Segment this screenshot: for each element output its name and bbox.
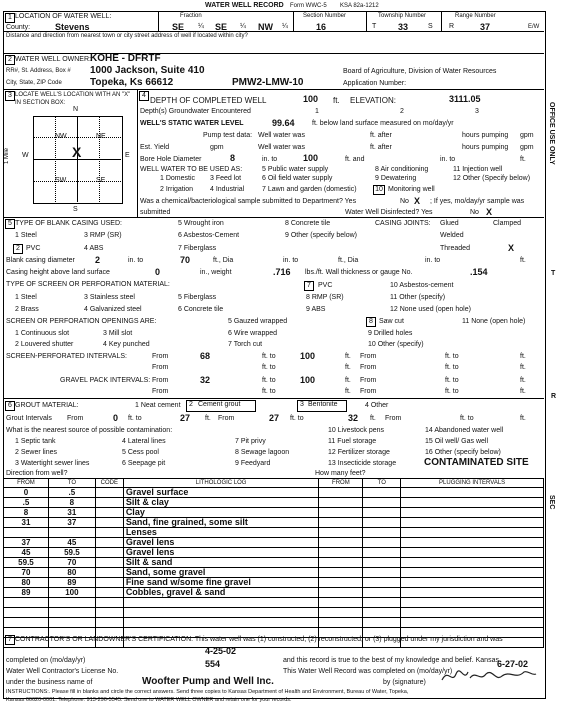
- ksa-number: KSA 82a-1212: [340, 3, 379, 9]
- record-date[interactable]: 6-27-02: [497, 659, 529, 669]
- static-level-value[interactable]: 99.64: [272, 118, 295, 128]
- ew-circle: E/W: [528, 24, 540, 30]
- fraction-2[interactable]: SE: [215, 22, 228, 32]
- plug-to-cell[interactable]: [363, 518, 401, 528]
- section-number-label: Section Number: [303, 13, 347, 19]
- plug-to-cell[interactable]: [363, 528, 401, 538]
- office-use-label: OFFICE USE ONLY: [548, 102, 555, 165]
- table-row: [4, 548, 544, 558]
- grout-from-1[interactable]: 0: [113, 413, 119, 423]
- plug-to-cell[interactable]: [363, 588, 401, 598]
- depth-label: DEPTH OF COMPLETED WELL: [150, 96, 267, 105]
- log-description-cell[interactable]: [123, 618, 319, 628]
- log-code-cell[interactable]: [95, 528, 123, 538]
- gravel-from[interactable]: 32: [200, 375, 211, 385]
- section-grid[interactable]: [33, 116, 123, 204]
- plug-interval-cell[interactable]: [401, 558, 544, 568]
- grout-to-1[interactable]: 27: [180, 413, 191, 423]
- col-plug-from: FROM: [319, 479, 363, 488]
- log-description-cell[interactable]: Gravel lens: [123, 548, 319, 558]
- log-description-cell[interactable]: Fine sand w/some fine gravel: [123, 578, 319, 588]
- log-description-cell[interactable]: [123, 598, 319, 608]
- log-to-cell[interactable]: 37: [48, 518, 95, 528]
- table-row: [4, 578, 544, 588]
- signature: [440, 664, 540, 688]
- plug-interval-cell[interactable]: [401, 568, 544, 578]
- table-row: [4, 528, 544, 538]
- log-code-cell[interactable]: [95, 608, 123, 618]
- elevation-label: ELEVATION:: [350, 96, 396, 105]
- plug-interval-cell[interactable]: [401, 618, 544, 628]
- bore-depth[interactable]: 100: [303, 153, 319, 163]
- threaded-mark[interactable]: X: [508, 243, 515, 253]
- wall-gauge[interactable]: .154: [470, 267, 488, 277]
- license-number[interactable]: 554: [205, 659, 221, 669]
- log-code-cell[interactable]: [95, 498, 123, 508]
- log-code-cell[interactable]: [95, 518, 123, 528]
- plug-from-cell[interactable]: [319, 598, 363, 608]
- certification-text: CONTRACTOR'S OR LANDOWNER'S CERTIFICATION: This water well was (1) constructed, (2) reconstructed, or (3) plugged under my jurisdiction and was: [15, 636, 503, 643]
- grout-from-2[interactable]: 27: [269, 413, 280, 423]
- section-1-number: 1: [5, 13, 15, 23]
- sample-no-mark[interactable]: X: [414, 196, 421, 206]
- log-to-cell[interactable]: [48, 608, 95, 618]
- plug-to-cell[interactable]: [363, 568, 401, 578]
- plug-from-cell[interactable]: [319, 548, 363, 558]
- table-row: [4, 588, 544, 598]
- location-label: LOCATION OF WATER WELL:: [15, 13, 112, 20]
- plug-from-cell[interactable]: [319, 608, 363, 618]
- range-label: Range Number: [455, 13, 496, 19]
- plug-from-cell[interactable]: [319, 518, 363, 528]
- fraction-1[interactable]: SE: [172, 22, 185, 32]
- perf-to[interactable]: 100: [300, 351, 316, 361]
- log-from-cell[interactable]: 0: [4, 488, 49, 498]
- gravel-to[interactable]: 100: [300, 375, 316, 385]
- plug-from-cell[interactable]: [319, 588, 363, 598]
- log-description-cell[interactable]: [123, 608, 319, 618]
- col-plugging: PLUGGING INTERVALS: [401, 479, 544, 488]
- plug-to-cell[interactable]: [363, 608, 401, 618]
- table-row: [4, 488, 544, 498]
- business-name[interactable]: Woofter Pump and Well Inc.: [142, 676, 274, 687]
- disinfected-no-mark[interactable]: X: [486, 207, 493, 217]
- plug-interval-cell[interactable]: [401, 538, 544, 548]
- locate-label: LOCATE WELL'S LOCATION WITH AN "X" IN SECTION BOX:: [15, 92, 131, 106]
- plug-interval-cell[interactable]: [401, 588, 544, 598]
- fraction-label: Fraction: [180, 13, 202, 19]
- log-to-cell[interactable]: [48, 598, 95, 608]
- log-to-cell[interactable]: [48, 528, 95, 538]
- log-from-cell[interactable]: [4, 618, 49, 628]
- bore-diameter[interactable]: 8: [230, 153, 236, 163]
- plug-from-cell[interactable]: [319, 528, 363, 538]
- col-from: FROM: [4, 479, 49, 488]
- log-code-cell[interactable]: [95, 568, 123, 578]
- city-label: City, State, ZIP Code: [6, 80, 62, 86]
- plug-interval-cell[interactable]: [401, 578, 544, 588]
- log-from-cell[interactable]: 31: [4, 518, 49, 528]
- plug-interval-cell[interactable]: [401, 498, 544, 508]
- plug-to-cell[interactable]: [363, 498, 401, 508]
- log-to-cell[interactable]: .5: [48, 488, 95, 498]
- table-row: [4, 498, 544, 508]
- log-code-cell[interactable]: [95, 578, 123, 588]
- grout-to-2[interactable]: 32: [348, 413, 359, 423]
- plug-to-cell[interactable]: [363, 548, 401, 558]
- owner-city[interactable]: Topeka, Ks 66612: [90, 77, 174, 88]
- plug-interval-cell[interactable]: [401, 598, 544, 608]
- log-code-cell[interactable]: [95, 618, 123, 628]
- plug-interval-cell[interactable]: [401, 548, 544, 558]
- perf-from[interactable]: 68: [200, 351, 211, 361]
- plug-to-cell[interactable]: [363, 598, 401, 608]
- plug-interval-cell[interactable]: [401, 608, 544, 618]
- log-description-cell[interactable]: Lenses: [123, 528, 319, 538]
- form-number: Form WWC-5: [290, 3, 327, 9]
- county-label: County:: [6, 24, 31, 31]
- log-code-cell[interactable]: [95, 538, 123, 548]
- casing-to[interactable]: 70: [180, 255, 191, 265]
- log-to-cell[interactable]: 70: [48, 558, 95, 568]
- log-description-cell[interactable]: Cobbles, gravel & sand: [123, 588, 319, 598]
- plug-from-cell[interactable]: [319, 578, 363, 588]
- col-code: CODE: [95, 479, 123, 488]
- table-row: [4, 598, 544, 608]
- log-code-cell[interactable]: [95, 588, 123, 598]
- log-from-cell[interactable]: [4, 608, 49, 618]
- county-value[interactable]: Stevens: [55, 22, 90, 32]
- log-to-cell[interactable]: 100: [48, 588, 95, 598]
- casing-diameter[interactable]: 2: [95, 255, 101, 265]
- log-description-cell[interactable]: Sand, fine grained, some silt: [123, 518, 319, 528]
- screen-pvc-selected[interactable]: 7: [304, 281, 314, 291]
- log-from-cell[interactable]: 89: [4, 588, 49, 598]
- log-description-cell[interactable]: Gravel surface: [123, 488, 319, 498]
- well-id[interactable]: PMW2-LMW-10: [232, 77, 304, 88]
- board-label: Board of Agriculture, Division of Water Resources: [343, 68, 497, 75]
- log-description-cell[interactable]: Silt & clay: [123, 498, 319, 508]
- range-value[interactable]: 37: [480, 22, 491, 32]
- table-row: [4, 508, 544, 518]
- plug-from-cell[interactable]: [319, 488, 363, 498]
- table-row: [4, 608, 544, 618]
- table-row: [4, 618, 544, 628]
- log-from-cell[interactable]: 80: [4, 578, 49, 588]
- log-code-cell[interactable]: [95, 488, 123, 498]
- distance-label: Distance and direction from nearest town or city street address of well if located within city?: [6, 33, 248, 39]
- log-code-cell[interactable]: [95, 508, 123, 518]
- log-from-cell[interactable]: [4, 598, 49, 608]
- col-plug-to: TO: [363, 479, 401, 488]
- fraction-3[interactable]: NW: [258, 22, 273, 32]
- owner-address[interactable]: 1000 Jackson, Suite 410: [90, 65, 205, 76]
- plug-interval-cell[interactable]: [401, 508, 544, 518]
- section-number-value[interactable]: 16: [316, 22, 327, 32]
- log-to-cell[interactable]: 45: [48, 538, 95, 548]
- contamination-note[interactable]: CONTAMINATED SITE: [424, 457, 529, 468]
- plug-from-cell[interactable]: [319, 568, 363, 578]
- form-title: WATER WELL RECORD: [205, 2, 284, 9]
- plug-interval-cell[interactable]: [401, 518, 544, 528]
- col-lithologic: LITHOLOGIC LOG: [123, 479, 319, 488]
- log-description-cell[interactable]: Sand, some gravel: [123, 568, 319, 578]
- well-location-mark: X: [72, 144, 82, 160]
- address-label: RR#, St. Address, Box #: [6, 68, 71, 74]
- log-to-cell[interactable]: 80: [48, 568, 95, 578]
- completed-date[interactable]: 4-25-02: [205, 646, 237, 656]
- log-code-cell[interactable]: [95, 548, 123, 558]
- plug-interval-cell[interactable]: [401, 528, 544, 538]
- lithologic-log-table: [3, 478, 544, 648]
- plug-to-cell[interactable]: [363, 558, 401, 568]
- log-from-cell[interactable]: 37: [4, 538, 49, 548]
- plug-to-cell[interactable]: [363, 538, 401, 548]
- log-description-cell[interactable]: Clay: [123, 508, 319, 518]
- log-from-cell[interactable]: 8: [4, 508, 49, 518]
- table-row: [4, 518, 544, 528]
- table-row: [4, 538, 544, 548]
- township-value[interactable]: 33: [398, 22, 409, 32]
- log-from-cell[interactable]: [4, 528, 49, 538]
- plug-from-cell[interactable]: [319, 538, 363, 548]
- log-to-cell[interactable]: 59.5: [48, 548, 95, 558]
- township-label: Township Number: [378, 13, 427, 19]
- log-to-cell[interactable]: 31: [48, 508, 95, 518]
- log-from-cell[interactable]: 70: [4, 568, 49, 578]
- owner-name[interactable]: KOHE - DFRTF: [90, 53, 161, 64]
- plug-from-cell[interactable]: [319, 558, 363, 568]
- casing-pvc-selected[interactable]: 2: [13, 244, 23, 254]
- plug-to-cell[interactable]: [363, 578, 401, 588]
- log-description-cell[interactable]: Silt & sand: [123, 558, 319, 568]
- table-row: [4, 568, 544, 578]
- casing-height[interactable]: 0: [155, 267, 161, 277]
- plug-interval-cell[interactable]: [401, 488, 544, 498]
- plug-to-cell[interactable]: [363, 488, 401, 498]
- log-from-cell[interactable]: 45: [4, 548, 49, 558]
- depth-value[interactable]: 100: [303, 94, 319, 104]
- log-description-cell[interactable]: Gravel lens: [123, 538, 319, 548]
- owner-label: WATER WELL OWNER:: [15, 56, 91, 63]
- casing-weight[interactable]: .716: [273, 267, 291, 277]
- log-from-cell[interactable]: .5: [4, 498, 49, 508]
- plug-from-cell[interactable]: [319, 508, 363, 518]
- log-to-cell[interactable]: [48, 618, 95, 628]
- saw-cut-selected[interactable]: 8: [366, 317, 376, 327]
- col-to: TO: [48, 479, 95, 488]
- log-to-cell[interactable]: 8: [48, 498, 95, 508]
- plug-to-cell[interactable]: [363, 508, 401, 518]
- log-code-cell[interactable]: [95, 598, 123, 608]
- log-from-cell[interactable]: 59.5: [4, 558, 49, 568]
- plug-from-cell[interactable]: [319, 618, 363, 628]
- log-to-cell[interactable]: 89: [48, 578, 95, 588]
- use-monitoring-selected[interactable]: 10: [373, 185, 385, 195]
- plug-from-cell[interactable]: [319, 498, 363, 508]
- table-row: [4, 558, 544, 568]
- log-code-cell[interactable]: [95, 558, 123, 568]
- elevation-value[interactable]: 3111.05: [449, 94, 481, 104]
- plug-to-cell[interactable]: [363, 618, 401, 628]
- application-label: Application Number:: [343, 80, 407, 87]
